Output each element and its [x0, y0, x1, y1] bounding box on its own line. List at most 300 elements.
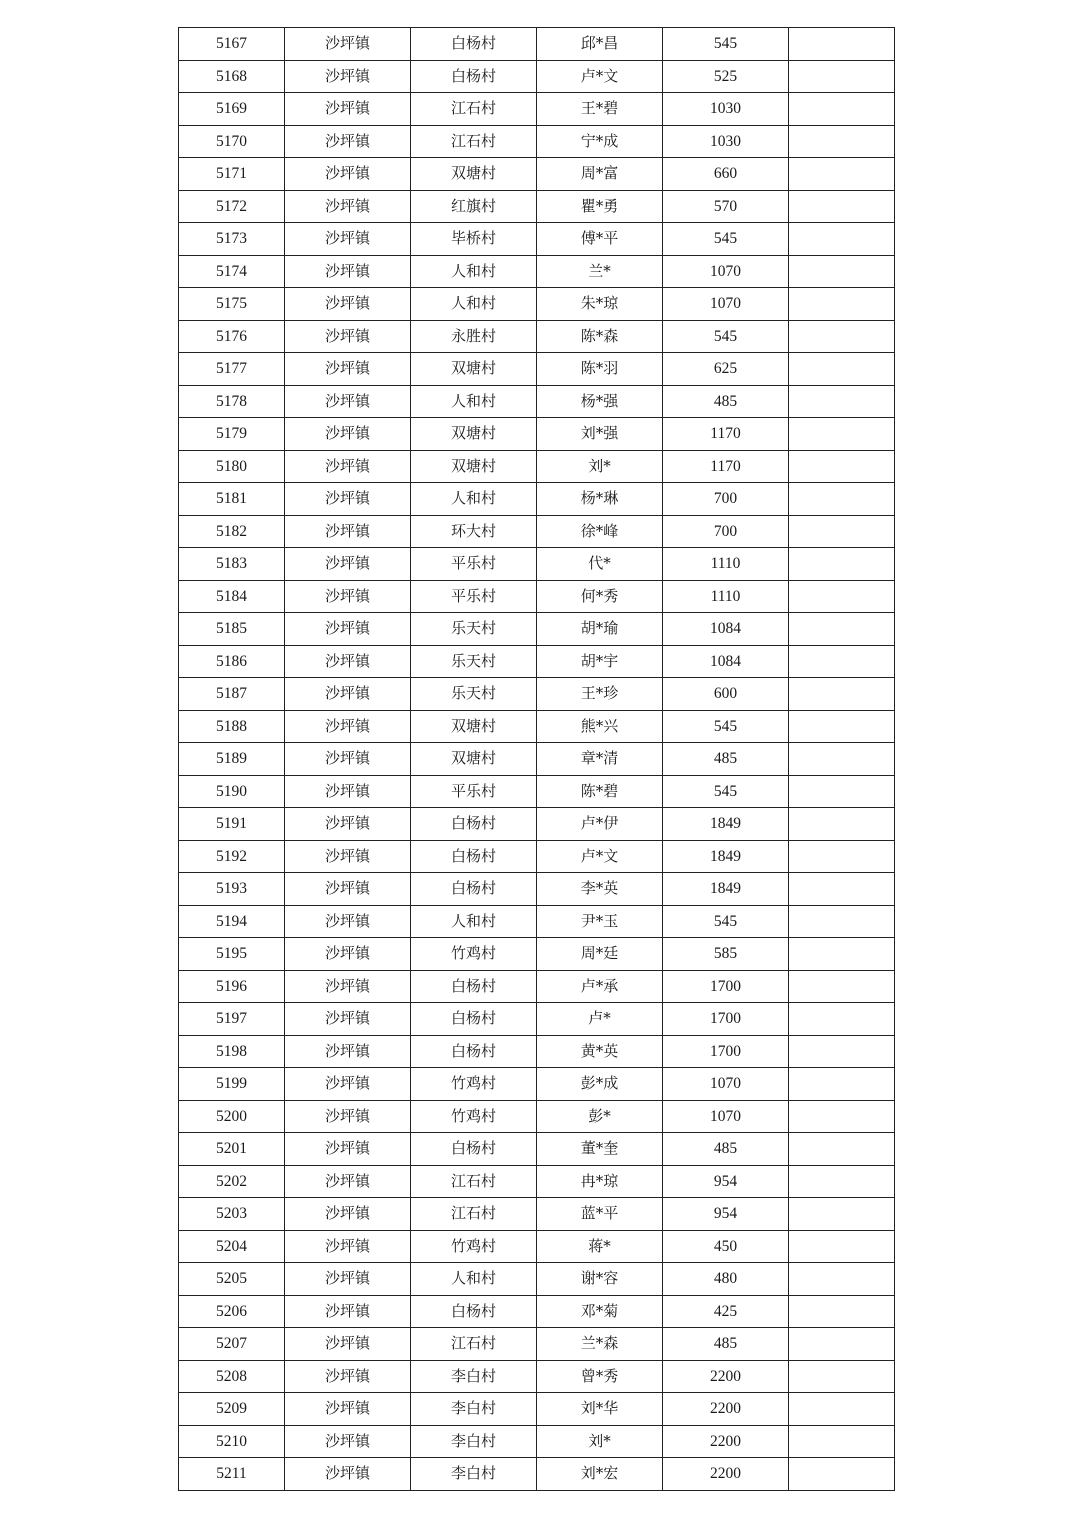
- remark-cell: [789, 1263, 895, 1296]
- amount-cell: 1700: [663, 1003, 789, 1036]
- row-number-cell: 5206: [179, 1295, 285, 1328]
- row-number-cell: 5172: [179, 190, 285, 223]
- name-cell: 尹*玉: [537, 905, 663, 938]
- table-row: [179, 1100, 895, 1133]
- name-cell: 冉*琼: [537, 1165, 663, 1198]
- town-cell: 沙坪镇: [285, 158, 411, 191]
- table-row: [179, 93, 895, 126]
- remark-cell: [789, 515, 895, 548]
- town-cell: 沙坪镇: [285, 1263, 411, 1296]
- table-row: [179, 1133, 895, 1166]
- row-number-cell: 5188: [179, 710, 285, 743]
- remark-cell: [789, 1198, 895, 1231]
- amount-cell: 625: [663, 353, 789, 386]
- name-cell: 彭*: [537, 1100, 663, 1133]
- amount-cell: 954: [663, 1198, 789, 1231]
- remark-cell: [789, 840, 895, 873]
- town-cell: 沙坪镇: [285, 515, 411, 548]
- name-cell: 周*廷: [537, 938, 663, 971]
- amount-cell: 2200: [663, 1393, 789, 1426]
- table-row: [179, 1360, 895, 1393]
- row-number-cell: 5190: [179, 775, 285, 808]
- village-cell: 江石村: [411, 1165, 537, 1198]
- town-cell: 沙坪镇: [285, 873, 411, 906]
- row-number-cell: 5181: [179, 483, 285, 516]
- table-row: [179, 450, 895, 483]
- name-cell: 兰*森: [537, 1328, 663, 1361]
- town-cell: 沙坪镇: [285, 1100, 411, 1133]
- town-cell: 沙坪镇: [285, 970, 411, 1003]
- row-number-cell: 5195: [179, 938, 285, 971]
- name-cell: 邱*昌: [537, 28, 663, 61]
- village-cell: 白杨村: [411, 1035, 537, 1068]
- amount-cell: 450: [663, 1230, 789, 1263]
- town-cell: 沙坪镇: [285, 1230, 411, 1263]
- row-number-cell: 5176: [179, 320, 285, 353]
- village-cell: 乐天村: [411, 678, 537, 711]
- row-number-cell: 5193: [179, 873, 285, 906]
- name-cell: 蓝*平: [537, 1198, 663, 1231]
- village-cell: 白杨村: [411, 970, 537, 1003]
- remark-cell: [789, 548, 895, 581]
- village-cell: 平乐村: [411, 548, 537, 581]
- village-cell: 白杨村: [411, 873, 537, 906]
- amount-cell: 660: [663, 158, 789, 191]
- remark-cell: [789, 223, 895, 256]
- row-number-cell: 5171: [179, 158, 285, 191]
- table-row: [179, 385, 895, 418]
- amount-cell: 485: [663, 1133, 789, 1166]
- name-cell: 谢*容: [537, 1263, 663, 1296]
- row-number-cell: 5174: [179, 255, 285, 288]
- table-row: [179, 28, 895, 61]
- town-cell: 沙坪镇: [285, 450, 411, 483]
- town-cell: 沙坪镇: [285, 1458, 411, 1491]
- town-cell: 沙坪镇: [285, 1393, 411, 1426]
- row-number-cell: 5173: [179, 223, 285, 256]
- name-cell: 杨*强: [537, 385, 663, 418]
- town-cell: 沙坪镇: [285, 938, 411, 971]
- town-cell: 沙坪镇: [285, 483, 411, 516]
- row-number-cell: 5185: [179, 613, 285, 646]
- remark-cell: [789, 483, 895, 516]
- amount-cell: 2200: [663, 1458, 789, 1491]
- row-number-cell: 5201: [179, 1133, 285, 1166]
- remark-cell: [789, 580, 895, 613]
- remark-cell: [789, 613, 895, 646]
- row-number-cell: 5167: [179, 28, 285, 61]
- town-cell: 沙坪镇: [285, 645, 411, 678]
- remark-cell: [789, 710, 895, 743]
- village-cell: 乐天村: [411, 645, 537, 678]
- name-cell: 徐*峰: [537, 515, 663, 548]
- name-cell: 章*清: [537, 743, 663, 776]
- village-cell: 人和村: [411, 385, 537, 418]
- remark-cell: [789, 1165, 895, 1198]
- village-cell: 双塘村: [411, 743, 537, 776]
- village-cell: 江石村: [411, 125, 537, 158]
- amount-cell: 700: [663, 515, 789, 548]
- amount-cell: 1030: [663, 93, 789, 126]
- town-cell: 沙坪镇: [285, 60, 411, 93]
- table-row: [179, 1035, 895, 1068]
- table-row: [179, 678, 895, 711]
- row-number-cell: 5183: [179, 548, 285, 581]
- village-cell: 双塘村: [411, 450, 537, 483]
- town-cell: 沙坪镇: [285, 320, 411, 353]
- remark-cell: [789, 255, 895, 288]
- name-cell: 胡*瑜: [537, 613, 663, 646]
- village-cell: 竹鸡村: [411, 938, 537, 971]
- name-cell: 胡*宇: [537, 645, 663, 678]
- remark-cell: [789, 873, 895, 906]
- row-number-cell: 5207: [179, 1328, 285, 1361]
- row-number-cell: 5170: [179, 125, 285, 158]
- name-cell: 王*珍: [537, 678, 663, 711]
- table-row: [179, 645, 895, 678]
- village-cell: 白杨村: [411, 60, 537, 93]
- table-row: [179, 320, 895, 353]
- village-cell: 红旗村: [411, 190, 537, 223]
- amount-cell: 2200: [663, 1360, 789, 1393]
- amount-cell: 600: [663, 678, 789, 711]
- village-cell: 江石村: [411, 93, 537, 126]
- town-cell: 沙坪镇: [285, 1133, 411, 1166]
- town-cell: 沙坪镇: [285, 385, 411, 418]
- village-cell: 竹鸡村: [411, 1068, 537, 1101]
- village-cell: 平乐村: [411, 775, 537, 808]
- town-cell: 沙坪镇: [285, 1360, 411, 1393]
- table-row: [179, 743, 895, 776]
- name-cell: 卢*伊: [537, 808, 663, 841]
- table-row: [179, 1328, 895, 1361]
- remark-cell: [789, 418, 895, 451]
- row-number-cell: 5182: [179, 515, 285, 548]
- remark-cell: [789, 190, 895, 223]
- town-cell: 沙坪镇: [285, 613, 411, 646]
- table-row: [179, 873, 895, 906]
- name-cell: 陈*碧: [537, 775, 663, 808]
- remark-cell: [789, 1133, 895, 1166]
- amount-cell: 1110: [663, 548, 789, 581]
- remark-cell: [789, 1328, 895, 1361]
- table-row: [179, 938, 895, 971]
- table-row: [179, 1393, 895, 1426]
- name-cell: 陈*羽: [537, 353, 663, 386]
- row-number-cell: 5196: [179, 970, 285, 1003]
- town-cell: 沙坪镇: [285, 125, 411, 158]
- amount-cell: 1849: [663, 873, 789, 906]
- table-row: [179, 223, 895, 256]
- table-row: [179, 418, 895, 451]
- name-cell: 瞿*勇: [537, 190, 663, 223]
- amount-cell: 1084: [663, 613, 789, 646]
- remark-cell: [789, 645, 895, 678]
- town-cell: 沙坪镇: [285, 1198, 411, 1231]
- name-cell: 曾*秀: [537, 1360, 663, 1393]
- town-cell: 沙坪镇: [285, 775, 411, 808]
- amount-cell: 1070: [663, 1068, 789, 1101]
- table-row: [179, 613, 895, 646]
- village-cell: 李白村: [411, 1458, 537, 1491]
- village-cell: 李白村: [411, 1393, 537, 1426]
- remark-cell: [789, 938, 895, 971]
- table-row: [179, 1230, 895, 1263]
- amount-cell: 700: [663, 483, 789, 516]
- name-cell: 何*秀: [537, 580, 663, 613]
- village-cell: 毕桥村: [411, 223, 537, 256]
- name-cell: 卢*文: [537, 840, 663, 873]
- village-cell: 人和村: [411, 288, 537, 321]
- remark-cell: [789, 678, 895, 711]
- row-number-cell: 5202: [179, 1165, 285, 1198]
- amount-cell: 545: [663, 775, 789, 808]
- row-number-cell: 5192: [179, 840, 285, 873]
- amount-cell: 1170: [663, 450, 789, 483]
- remark-cell: [789, 1425, 895, 1458]
- row-number-cell: 5194: [179, 905, 285, 938]
- table-row: [179, 1198, 895, 1231]
- amount-cell: 545: [663, 905, 789, 938]
- amount-cell: 1070: [663, 1100, 789, 1133]
- name-cell: 熊*兴: [537, 710, 663, 743]
- town-cell: 沙坪镇: [285, 1328, 411, 1361]
- amount-cell: 585: [663, 938, 789, 971]
- name-cell: 董*奎: [537, 1133, 663, 1166]
- table-row: [179, 515, 895, 548]
- remark-cell: [789, 28, 895, 61]
- village-cell: 李白村: [411, 1425, 537, 1458]
- town-cell: 沙坪镇: [285, 1003, 411, 1036]
- town-cell: 沙坪镇: [285, 1035, 411, 1068]
- row-number-cell: 5209: [179, 1393, 285, 1426]
- table-row: [179, 158, 895, 191]
- table-row: [179, 905, 895, 938]
- town-cell: 沙坪镇: [285, 353, 411, 386]
- name-cell: 刘*华: [537, 1393, 663, 1426]
- remark-cell: [789, 450, 895, 483]
- name-cell: 刘*强: [537, 418, 663, 451]
- amount-cell: 1070: [663, 255, 789, 288]
- town-cell: 沙坪镇: [285, 840, 411, 873]
- remark-cell: [789, 1068, 895, 1101]
- table-row: [179, 840, 895, 873]
- amount-cell: 545: [663, 320, 789, 353]
- row-number-cell: 5197: [179, 1003, 285, 1036]
- remark-cell: [789, 320, 895, 353]
- remark-cell: [789, 775, 895, 808]
- amount-cell: 485: [663, 385, 789, 418]
- table-row: [179, 970, 895, 1003]
- town-cell: 沙坪镇: [285, 418, 411, 451]
- table-row: [179, 125, 895, 158]
- name-cell: 蒋*: [537, 1230, 663, 1263]
- village-cell: 人和村: [411, 255, 537, 288]
- amount-cell: 1849: [663, 840, 789, 873]
- amount-cell: 1084: [663, 645, 789, 678]
- name-cell: 彭*成: [537, 1068, 663, 1101]
- amount-cell: 545: [663, 223, 789, 256]
- row-number-cell: 5208: [179, 1360, 285, 1393]
- town-cell: 沙坪镇: [285, 190, 411, 223]
- table-row: [179, 1165, 895, 1198]
- remark-cell: [789, 385, 895, 418]
- remark-cell: [789, 970, 895, 1003]
- table-row: [179, 1003, 895, 1036]
- row-number-cell: 5211: [179, 1458, 285, 1491]
- town-cell: 沙坪镇: [285, 288, 411, 321]
- amount-cell: 485: [663, 743, 789, 776]
- table-row: [179, 1295, 895, 1328]
- row-number-cell: 5178: [179, 385, 285, 418]
- town-cell: 沙坪镇: [285, 808, 411, 841]
- amount-cell: 425: [663, 1295, 789, 1328]
- village-cell: 竹鸡村: [411, 1230, 537, 1263]
- village-cell: 人和村: [411, 483, 537, 516]
- row-number-cell: 5186: [179, 645, 285, 678]
- village-cell: 双塘村: [411, 353, 537, 386]
- name-cell: 卢*文: [537, 60, 663, 93]
- amount-cell: 570: [663, 190, 789, 223]
- row-number-cell: 5168: [179, 60, 285, 93]
- village-cell: 人和村: [411, 1263, 537, 1296]
- amount-cell: 525: [663, 60, 789, 93]
- remark-cell: [789, 808, 895, 841]
- remark-cell: [789, 125, 895, 158]
- table-row: [179, 483, 895, 516]
- table-row: [179, 353, 895, 386]
- table-row: [179, 1068, 895, 1101]
- row-number-cell: 5191: [179, 808, 285, 841]
- village-cell: 白杨村: [411, 840, 537, 873]
- name-cell: 刘*: [537, 1425, 663, 1458]
- amount-cell: 1170: [663, 418, 789, 451]
- village-cell: 李白村: [411, 1360, 537, 1393]
- amount-cell: 2200: [663, 1425, 789, 1458]
- amount-cell: 1110: [663, 580, 789, 613]
- name-cell: 傅*平: [537, 223, 663, 256]
- remark-cell: [789, 1003, 895, 1036]
- table-row: [179, 548, 895, 581]
- row-number-cell: 5200: [179, 1100, 285, 1133]
- name-cell: 李*英: [537, 873, 663, 906]
- row-number-cell: 5189: [179, 743, 285, 776]
- remark-cell: [789, 1458, 895, 1491]
- row-number-cell: 5204: [179, 1230, 285, 1263]
- name-cell: 卢*承: [537, 970, 663, 1003]
- village-cell: 人和村: [411, 905, 537, 938]
- village-cell: 双塘村: [411, 158, 537, 191]
- remark-cell: [789, 353, 895, 386]
- amount-cell: 545: [663, 28, 789, 61]
- town-cell: 沙坪镇: [285, 255, 411, 288]
- town-cell: 沙坪镇: [285, 1425, 411, 1458]
- remark-cell: [789, 743, 895, 776]
- name-cell: 陈*森: [537, 320, 663, 353]
- name-cell: 代*: [537, 548, 663, 581]
- table-row: [179, 775, 895, 808]
- name-cell: 朱*琼: [537, 288, 663, 321]
- village-cell: 双塘村: [411, 418, 537, 451]
- amount-cell: 1700: [663, 970, 789, 1003]
- row-number-cell: 5205: [179, 1263, 285, 1296]
- town-cell: 沙坪镇: [285, 743, 411, 776]
- village-cell: 竹鸡村: [411, 1100, 537, 1133]
- name-cell: 刘*宏: [537, 1458, 663, 1491]
- table-row: [179, 1425, 895, 1458]
- row-number-cell: 5169: [179, 93, 285, 126]
- village-cell: 白杨村: [411, 1133, 537, 1166]
- village-cell: 环大村: [411, 515, 537, 548]
- remark-cell: [789, 1360, 895, 1393]
- table-body: [179, 28, 895, 1491]
- row-number-cell: 5210: [179, 1425, 285, 1458]
- village-cell: 双塘村: [411, 710, 537, 743]
- village-cell: 白杨村: [411, 808, 537, 841]
- row-number-cell: 5177: [179, 353, 285, 386]
- table-row: [179, 1263, 895, 1296]
- table-row: [179, 1458, 895, 1491]
- amount-cell: 480: [663, 1263, 789, 1296]
- town-cell: 沙坪镇: [285, 678, 411, 711]
- name-cell: 刘*: [537, 450, 663, 483]
- town-cell: 沙坪镇: [285, 223, 411, 256]
- table-row: [179, 288, 895, 321]
- row-number-cell: 5199: [179, 1068, 285, 1101]
- amount-cell: 1700: [663, 1035, 789, 1068]
- row-number-cell: 5179: [179, 418, 285, 451]
- village-cell: 白杨村: [411, 28, 537, 61]
- village-cell: 白杨村: [411, 1003, 537, 1036]
- remark-cell: [789, 905, 895, 938]
- name-cell: 卢*: [537, 1003, 663, 1036]
- name-cell: 王*碧: [537, 93, 663, 126]
- remark-cell: [789, 1230, 895, 1263]
- row-number-cell: 5203: [179, 1198, 285, 1231]
- table-row: [179, 808, 895, 841]
- remark-cell: [789, 1295, 895, 1328]
- row-number-cell: 5198: [179, 1035, 285, 1068]
- remark-cell: [789, 288, 895, 321]
- remark-cell: [789, 93, 895, 126]
- table-row: [179, 580, 895, 613]
- remark-cell: [789, 1100, 895, 1133]
- row-number-cell: 5180: [179, 450, 285, 483]
- remark-cell: [789, 1035, 895, 1068]
- town-cell: 沙坪镇: [285, 905, 411, 938]
- town-cell: 沙坪镇: [285, 28, 411, 61]
- remark-cell: [789, 158, 895, 191]
- amount-cell: 1030: [663, 125, 789, 158]
- town-cell: 沙坪镇: [285, 93, 411, 126]
- village-cell: 平乐村: [411, 580, 537, 613]
- row-number-cell: 5184: [179, 580, 285, 613]
- name-cell: 杨*琳: [537, 483, 663, 516]
- name-cell: 邓*菊: [537, 1295, 663, 1328]
- town-cell: 沙坪镇: [285, 1295, 411, 1328]
- village-cell: 乐天村: [411, 613, 537, 646]
- remark-cell: [789, 1393, 895, 1426]
- table-row: [179, 190, 895, 223]
- amount-cell: 485: [663, 1328, 789, 1361]
- name-cell: 黄*英: [537, 1035, 663, 1068]
- town-cell: 沙坪镇: [285, 710, 411, 743]
- table-row: [179, 60, 895, 93]
- village-cell: 江石村: [411, 1328, 537, 1361]
- name-cell: 宁*成: [537, 125, 663, 158]
- amount-cell: 1849: [663, 808, 789, 841]
- town-cell: 沙坪镇: [285, 1165, 411, 1198]
